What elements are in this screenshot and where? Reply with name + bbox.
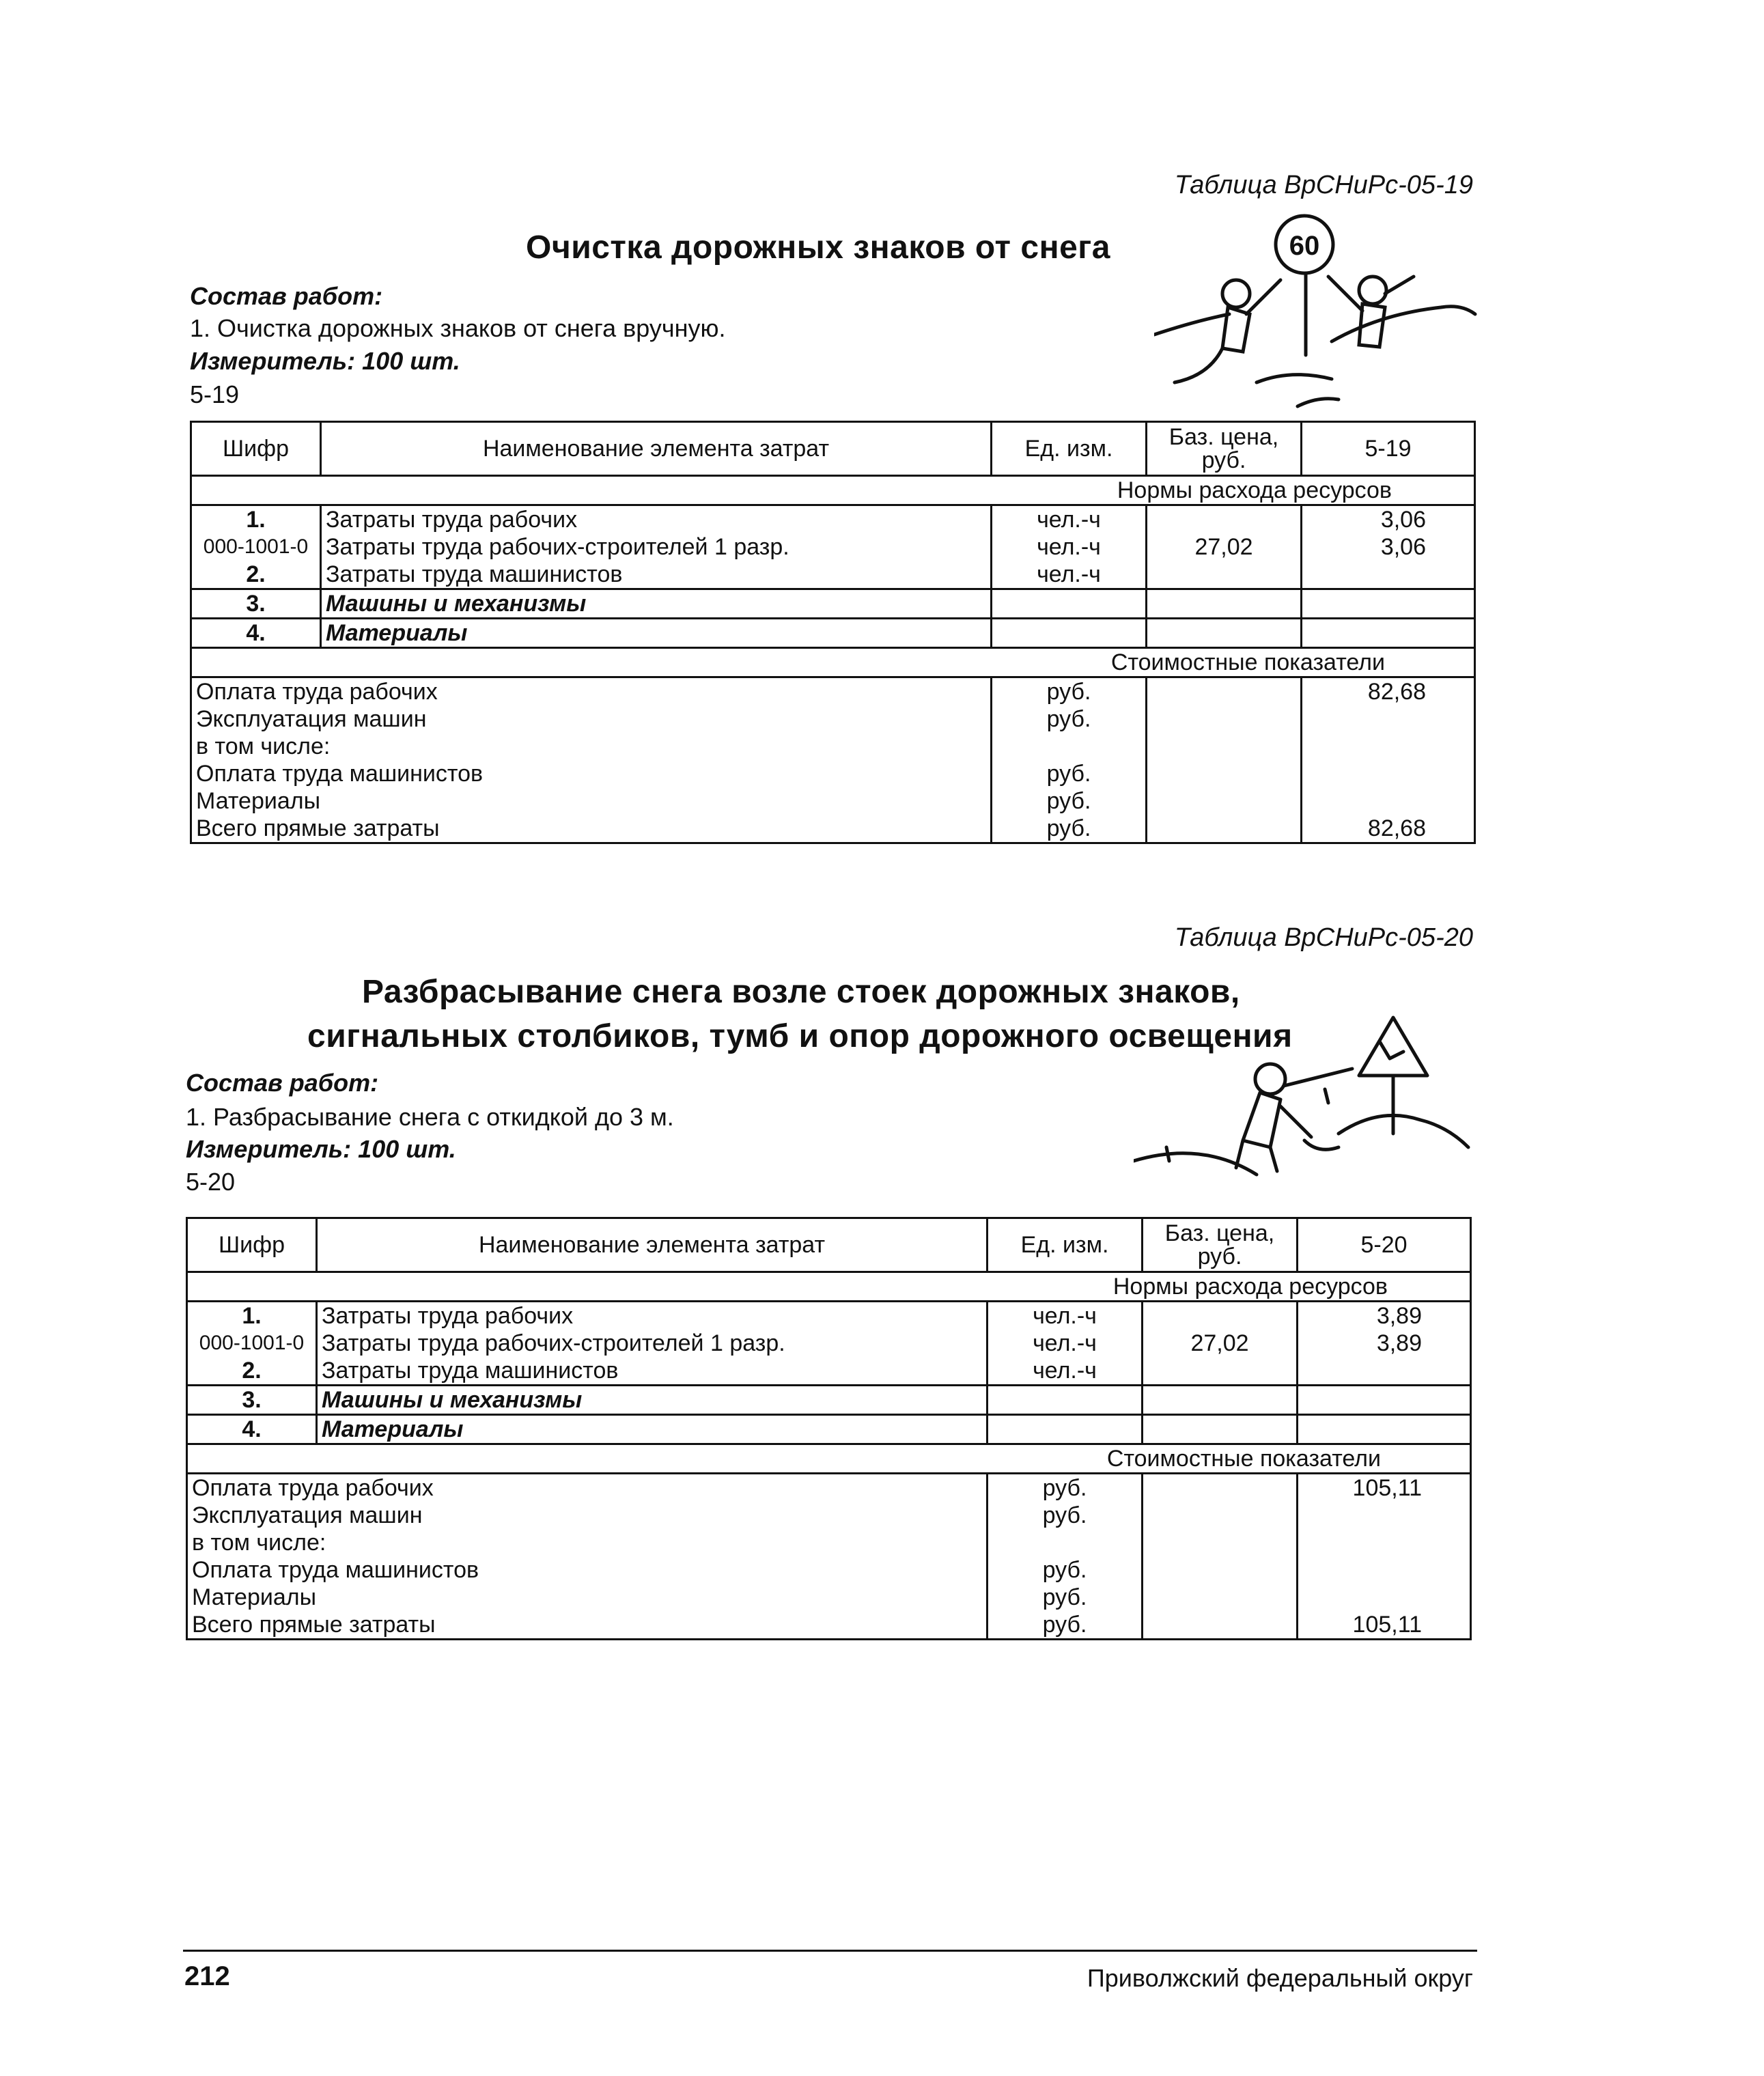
header-unit: Ед. изм. [988,1218,1143,1272]
cost-row: в том числе: [191,733,1475,760]
sign-speed-limit-text: 60 [1289,231,1320,261]
composition-label: Состав работ: [186,1069,379,1097]
cost-row: Оплата труда рабочих руб. 82,68 [191,677,1475,706]
composition-item: 1. Очистка дорожных знаков от снега вручную. [190,314,726,342]
workers-cleaning-sign-illustration [1154,212,1482,417]
cost-indicators-label: Стоимостные показатели [187,1444,1471,1474]
page-number: 212 [184,1961,230,1991]
table-label: Таблица ВрСНиРс-05-20 [1174,923,1473,952]
cost-row: Всего прямые затраты руб. 82,68 [191,815,1475,843]
resources-table [186,1217,1472,1640]
measure-label: Измеритель: 100 шт. [186,1135,456,1163]
header-code: Шифр [187,1218,317,1272]
measure-label: Измеритель: 100 шт. [190,347,460,375]
section-code: 5-20 [186,1168,236,1196]
cost-row: Эксплуатация машин руб. [187,1502,1471,1529]
composition-label: Состав работ: [190,282,383,310]
table-label: Таблица ВрСНиРс-05-19 [1174,171,1473,199]
table-row: 2. Затраты труда машинистов чел.-ч [187,1357,1471,1386]
table-row: 4. Материалы [187,1415,1471,1444]
section-title: Очистка дорожных знаков от снега [526,229,1110,266]
cost-row: Эксплуатация машин руб. [191,705,1475,733]
cost-row: Материалы руб. [191,787,1475,815]
table-row: 3. Машины и механизмы [191,589,1475,619]
section-code: 5-19 [190,380,240,408]
cost-row: Оплата труда машинистов руб. [187,1556,1471,1584]
header-column-code: 5-19 [1302,422,1475,476]
norms-label: Нормы расхода ресурсов [187,1272,1471,1302]
composition-item: 1. Разбрасывание снега с откидкой до 3 м. [186,1103,674,1131]
table-row: 3. Машины и механизмы [187,1386,1471,1415]
table-row: 000-1001-0 Затраты труда рабочих-строителей 1 разр. чел.-ч 27,02 3,06 [191,533,1475,561]
header-unit: Ед. изм. [992,422,1147,476]
header-price: Баз. цена, руб. [1147,422,1302,476]
cost-row: Оплата труда рабочих руб. 105,11 [187,1474,1471,1502]
section-title-line-1: Разбрасывание снега возле стоек дорожных знаков, [362,974,1240,1010]
norms-label: Нормы расхода ресурсов [191,476,1475,505]
table-row: 1. Затраты труда рабочих чел.-ч 3,06 [191,505,1475,534]
cost-indicators-label: Стоимостные показатели [191,648,1475,677]
header-name: Наименование элемента затрат [321,422,992,476]
table-row: 000-1001-0 Затраты труда рабочих-строителей 1 разр. чел.-ч 27,02 3,89 [187,1330,1471,1357]
table-row: 1. Затраты труда рабочих чел.-ч 3,89 [187,1302,1471,1330]
section-title-line-2: сигнальных столбиков, тумб и опор дорожного освещения [307,1018,1293,1054]
cost-row: Оплата труда машинистов руб. [191,760,1475,787]
table-row: 2. Затраты труда машинистов чел.-ч [191,561,1475,589]
header-code: Шифр [191,422,321,476]
header-price: Баз. цена, руб. [1143,1218,1298,1272]
worker-shoveling-snow-illustration [1134,1004,1475,1195]
header-name: Наименование элемента затрат [317,1218,988,1272]
footer-rule [183,1950,1477,1952]
table-row: 4. Материалы [191,619,1475,648]
resources-table [190,421,1476,844]
footer-region: Приволжский федеральный округ [1087,1964,1473,1992]
cost-row: Всего прямые затраты руб. 105,11 [187,1611,1471,1640]
header-column-code: 5-20 [1298,1218,1471,1272]
cost-row: в том числе: [187,1529,1471,1556]
cost-row: Материалы руб. [187,1584,1471,1611]
